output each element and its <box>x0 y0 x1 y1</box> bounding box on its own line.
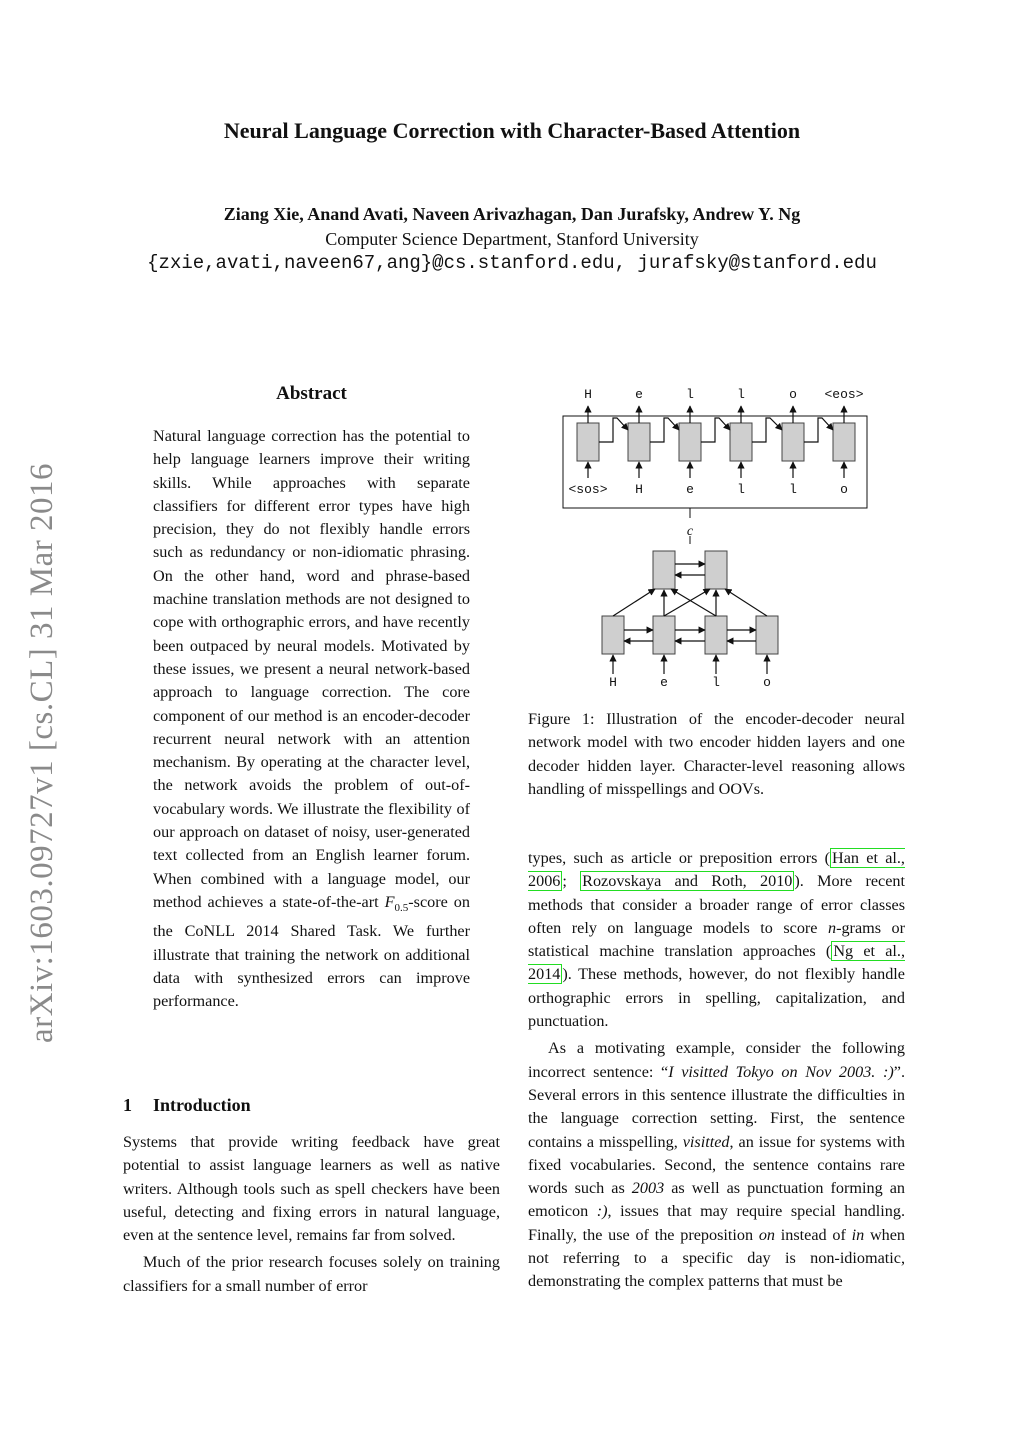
encoder-arrows <box>613 564 767 674</box>
text-run: ”. Several errors in this sentence illustrate the difficulties in the language correction setting. First, the sentence contains a misspelling, <box>528 1062 905 1151</box>
decoder-cell <box>577 423 599 461</box>
math-n: n <box>827 918 837 937</box>
encoder-input-3: o <box>763 675 771 690</box>
text-run: ; <box>562 872 581 891</box>
encoder-input-0: H <box>609 675 617 690</box>
decoder-input-2: e <box>686 482 694 497</box>
context-vector-label: c <box>686 524 694 539</box>
text-run: ). More recent methods that consider a broader range of error classes often rely on language models to score <box>528 872 905 937</box>
decoder-input-0: <sos> <box>568 482 608 497</box>
decoder-arrows <box>588 406 844 478</box>
abstract-heading: Abstract <box>276 383 347 404</box>
text-run: instead of <box>775 1225 852 1244</box>
decoder-cell <box>628 423 650 461</box>
author-emails: {zxie,avati,naveen67,ang}@cs.stanford.edu, jurafsky@stanford.edu <box>147 252 877 274</box>
example-word: :) <box>596 1202 608 1221</box>
decoder-input-1: H <box>635 482 643 497</box>
decoder-cell <box>679 423 701 461</box>
encoder-top-cell <box>653 551 675 589</box>
metric-subscript: 0.5 <box>394 902 409 915</box>
citation-link-han-2006[interactable]: Han et al., 2006 <box>528 849 905 891</box>
decoder-inputs <box>568 482 847 497</box>
intro-paragraph-2: Much of the prior research focuses solely on training classifiers for a small number of error <box>123 1253 500 1295</box>
text-run: ). These methods, however, do not flexibly handle orthographic errors in spelling, capitalization, and punctuation. <box>528 965 905 1031</box>
metric-symbol: F <box>384 892 395 911</box>
decoder-cell <box>833 423 855 461</box>
right-column-body <box>528 847 905 1294</box>
decoder-output-4: o <box>789 387 797 402</box>
citation-link-rozovskaya-roth-2010[interactable]: Rozovskaya and Roth, 2010 <box>582 872 793 891</box>
arxiv-identifier: arXiv:1603.09727v1 [cs.CL] 31 Mar 2016 <box>24 463 60 1043</box>
section-number: 1 <box>123 1095 132 1115</box>
figure-1-caption: Figure 1: Illustration of the encoder-decoder neural network model with two encoder hidden layers and one decoder hidden layer. Character-level reasoning allows handling of misspellings and OOVs. <box>528 710 905 798</box>
decoder-output-3: l <box>737 387 745 402</box>
intro-paragraph-1: Systems that provide writing feedback have great potential to assist language learners as well as native writers. Although tools such as spell checkers have been useful, detecting and fixing errors in natural language, even at the sentence level, remains far from solved. <box>123 1133 500 1245</box>
citation-link-ng-2014[interactable]: Ng et al., 2014 <box>528 942 905 984</box>
encoder-bottom-cell <box>653 616 675 654</box>
text-run: -grams or statistical machine translation approaches ( <box>528 918 906 961</box>
text-run: types, such as article or preposition errors ( <box>528 849 831 867</box>
encoder-input-1: e <box>660 675 668 690</box>
decoder-output-0: H <box>584 387 592 402</box>
decoder-input-5: o <box>840 482 848 497</box>
encoder-bottom-cell <box>756 616 778 654</box>
section-title: Introduction <box>153 1095 251 1115</box>
decoder-cell <box>782 423 804 461</box>
example-word: visitted <box>682 1132 730 1151</box>
figure-1-encoder-decoder <box>555 378 875 698</box>
text-run: when not referring to a specific day is non-idiomatic, demonstrating the complex patterns that must be <box>528 1225 905 1291</box>
text-run: , issues that may require special handling. Finally, the use of the preposition <box>528 1202 905 1244</box>
encoder-top-cell <box>705 551 727 589</box>
right-paragraph-1 <box>528 847 905 1033</box>
affiliation: Computer Science Department, Stanford University <box>325 229 699 249</box>
example-sentence: I visitted Tokyo on Nov 2003. :) <box>668 1062 894 1081</box>
example-word: in <box>851 1225 865 1244</box>
author-list: Ziang Xie, Anand Avati, Naveen Arivazhagan, Dan Jurafsky, Andrew Y. Ng <box>223 204 801 224</box>
decoder-input-4: l <box>789 482 797 497</box>
encoder-input-2: l <box>712 675 720 690</box>
example-word: on <box>758 1225 775 1244</box>
right-paragraph-2 <box>528 1037 905 1293</box>
encoder-bottom-cell <box>705 616 727 654</box>
encoder-top-layer <box>653 551 727 589</box>
decoder-outputs <box>584 387 864 402</box>
example-word: 2003 <box>631 1179 665 1198</box>
decoder-output-1: e <box>635 387 643 402</box>
abstract-text <box>153 425 470 1014</box>
decoder-output-5: <eos> <box>824 387 864 402</box>
encoder-inputs <box>609 675 771 690</box>
decoder-output-2: l <box>686 387 694 402</box>
encoder-bottom-cell <box>602 616 624 654</box>
text-run: As a motivating example, consider the following incorrect sentence: “ <box>528 1039 905 1081</box>
decoder-cell <box>730 423 752 461</box>
text-run: as well as punctuation forming an emoticon <box>528 1179 905 1221</box>
decoder-input-3: l <box>737 482 745 497</box>
abstract-part1: Natural language correction has the potential to help language learners improve their writing skills. While approaches with separate classifiers for different error types have high precision, they do not flexibly handle errors such as redundancy or non-idiomatic phrasing. On the other hand, word and phrase-based machine translation methods are not designed to cope with orthographic errors, and have recently been outpaced by neural models. Motivated by these issues, we present a neural network-based approach to language correction. The core component of our method is an encoder-decoder recurrent neural network with an attention mechanism. By operating at the character level, the network avoids the problem of out-of-vocabulary words. We illustrate the flexibility of our approach on dataset of noisy, user-generated text collected from an English learner forum. When combined with a language model, our method achieves a state-of-the-art <box>153 427 470 911</box>
encoder-bottom-layer <box>602 616 778 654</box>
text-run: , an issue for systems with fixed vocabularies. Second, the sentence contains rare words such as <box>528 1132 905 1198</box>
introduction-body <box>123 1131 500 1298</box>
section-heading-introduction <box>123 1095 500 1116</box>
paper-title: Neural Language Correction with Character-Based Attention <box>223 118 801 143</box>
abstract-part2: -score on the CoNLL 2014 Shared Task. We further illustrate that training the network on additional data with synthesized errors can improve performance. <box>153 892 470 1011</box>
